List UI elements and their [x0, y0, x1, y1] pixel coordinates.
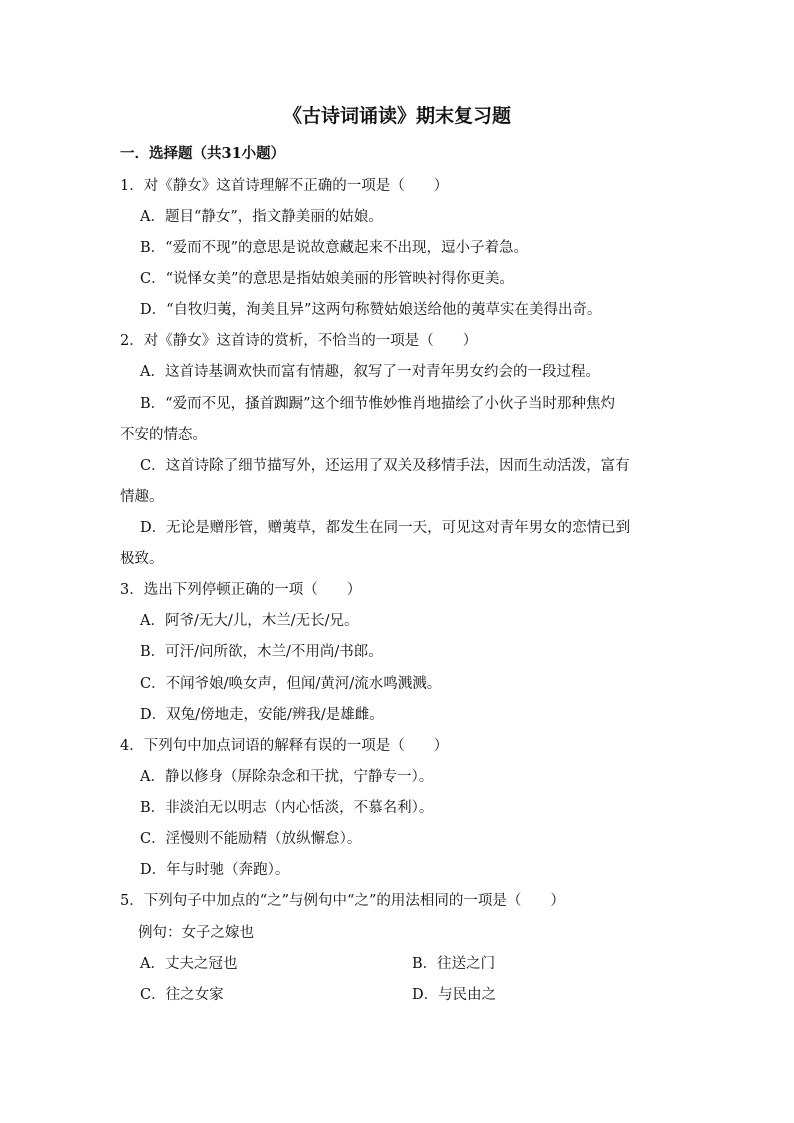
question-5-option-a: A．丈夫之冠也	[140, 956, 238, 972]
question-2-option-d-continued: 极致。	[120, 551, 164, 567]
question-5-example: 例句：女子之嫁也	[138, 925, 254, 941]
question-4-stem: 4．下列句中加点词语的解释有误的一项是（ ）	[120, 738, 449, 754]
question-5-option-b: B．往送之门	[412, 956, 496, 972]
question-4-option-c: C．淫慢则不能励精（放纵懈怠）。	[140, 831, 362, 847]
section-heading: 一．选择题（共31小题）	[120, 145, 286, 162]
question-2-option-d: D．无论是赠彤管，赠荑草，都发生在同一天，可见这对青年男女的恋情已到	[140, 520, 631, 536]
question-2-option-c-continued: 情趣。	[120, 489, 164, 505]
question-5-option-d: D．与民由之	[412, 987, 497, 1003]
question-1-option-b: B．“爱而不现”的意思是说故意藏起来不出现，逗小子着急。	[140, 240, 528, 256]
question-2-option-a: A．这首诗基调欢快而富有情趣，叙写了一对青年男女约会的一段过程。	[140, 364, 600, 380]
question-5-stem: 5．下列句子中加点的“之”与例句中“之”的用法相同的一项是（ ）	[120, 893, 565, 909]
question-4-option-d: D．年与时驰（奔跑）。	[140, 862, 290, 878]
question-3-option-b: B．可汗/问所欲，木兰/不用尚/书郎。	[140, 644, 383, 660]
question-2-option-b-continued: 不安的情态。	[120, 427, 207, 443]
question-4-option-b: B．非淡泊无以明志（内心恬淡，不慕名利）。	[140, 800, 434, 816]
question-2-stem: 2．对《静女》这首诗的赏析，不恰当的一项是（ ）	[120, 333, 478, 349]
question-5-option-c: C．往之女家	[140, 987, 224, 1003]
document-title: 《古诗词诵读》期末复习题	[282, 105, 511, 127]
question-3-stem: 3．选出下列停顿正确的一项（ ）	[120, 582, 362, 598]
question-3-option-c: C．不闻爷娘/唤女声，但闻/黄河/流水鸣溅溅。	[140, 676, 442, 692]
question-1-option-a: A．题目“静女”，指文静美丽的姑娘。	[140, 209, 383, 225]
question-3-option-a: A．阿爷/无大/儿，木兰/无长/兄。	[140, 613, 359, 629]
question-1-stem: 1．对《静女》这首诗理解不正确的一项是（ ）	[120, 178, 449, 194]
question-2-option-b: B．“爱而不见，搔首踟蹰”这个细节惟妙惟肖地描绘了小伙子当时那种焦灼	[140, 396, 615, 412]
question-1-option-d: D．“自牧归荑，洵美且异”这两句称赞姑娘送给他的荑草实在美得出奇。	[140, 302, 602, 318]
question-3-option-d: D．双兔/傍地走，安能/辨我/是雄雌。	[140, 707, 384, 723]
question-4-option-a: A．静以修身（屏除杂念和干扰，宁静专一）。	[140, 769, 434, 785]
question-1-option-c: C．“说怿女美”的意思是指姑娘美丽的彤管映衬得你更美。	[140, 271, 514, 287]
question-2-option-c: C．这首诗除了细节描写外，还运用了双关及移情手法，因而生动活泼，富有	[140, 458, 630, 474]
